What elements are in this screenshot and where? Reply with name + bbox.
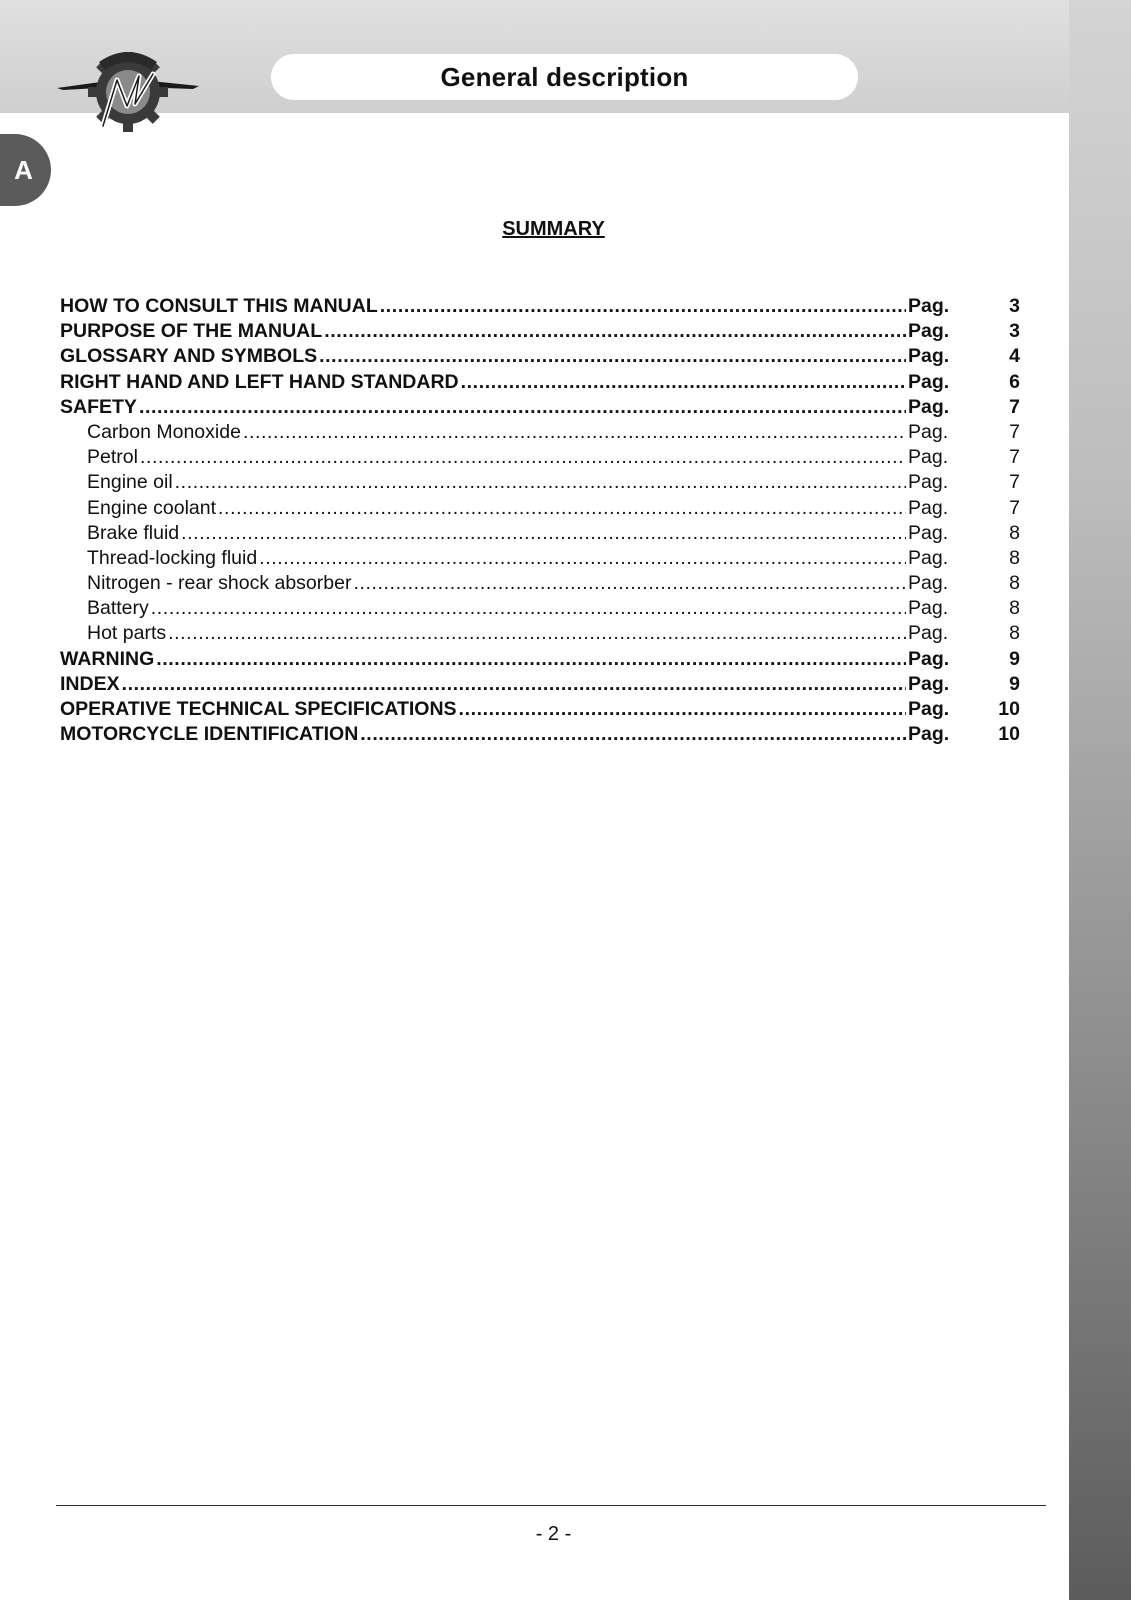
toc-page-number: 7 <box>1009 496 1020 519</box>
toc-row <box>60 497 1020 522</box>
toc-entry-title: MOTORCYCLE IDENTIFICATION <box>60 723 359 746</box>
toc-entry-title: Thread-locking fluid <box>87 546 258 569</box>
toc-entry-title: GLOSSARY AND SYMBOLS <box>60 345 318 368</box>
toc-page-number: 8 <box>1009 622 1020 645</box>
toc-page-number: 7 <box>1009 471 1020 494</box>
toc-page-number: 4 <box>1009 345 1020 368</box>
toc-row <box>60 698 1020 723</box>
toc-dot-leader <box>259 547 906 570</box>
toc-row <box>60 421 1020 446</box>
toc-dot-leader <box>459 698 906 721</box>
mv-agusta-logo-icon <box>55 40 201 138</box>
toc-row <box>60 522 1020 547</box>
toc-page-number: 8 <box>1009 572 1020 595</box>
toc-page-number: 7 <box>1009 420 1020 443</box>
toc-entry-title: INDEX <box>60 672 120 695</box>
toc-row <box>60 371 1020 396</box>
toc-row <box>60 547 1020 572</box>
toc-entry-title: Petrol <box>87 446 138 469</box>
toc-page-number: 10 <box>998 698 1020 720</box>
table-of-contents <box>60 295 1020 748</box>
toc-dot-leader <box>139 396 906 419</box>
toc-row <box>60 345 1020 370</box>
toc-row <box>60 648 1020 673</box>
toc-page-prefix: Pag. <box>908 370 950 393</box>
toc-page-prefix: Pag. <box>908 345 950 368</box>
toc-page-number: 6 <box>1009 370 1020 393</box>
toc-page-number: 3 <box>1009 295 1020 317</box>
toc-dot-leader <box>319 345 906 368</box>
toc-row <box>60 622 1020 647</box>
toc-page-number: 8 <box>1009 521 1020 544</box>
toc-dot-leader <box>218 497 906 520</box>
toc-page-prefix: Pag. <box>908 597 949 620</box>
toc-page-number: 3 <box>1009 320 1020 343</box>
header-title-pill <box>271 54 858 100</box>
toc-entry-title: Hot parts <box>87 622 167 645</box>
toc-page-number: 7 <box>1009 395 1020 418</box>
toc-page-number: 8 <box>1009 597 1020 620</box>
toc-dot-leader <box>151 597 906 620</box>
toc-page-prefix: Pag. <box>908 698 950 720</box>
toc-entry-title: OPERATIVE TECHNICAL SPECIFICATIONS <box>60 698 457 720</box>
toc-entry-title: Brake fluid <box>87 521 180 544</box>
toc-dot-leader <box>122 673 906 696</box>
toc-page-prefix: Pag. <box>908 647 950 670</box>
toc-entry-title: RIGHT HAND AND LEFT HAND STANDARD <box>60 370 459 393</box>
page-number: - 2 - <box>535 1523 572 1545</box>
toc-entry-title: Nitrogen - rear shock absorber <box>87 572 352 595</box>
toc-dot-leader <box>156 648 906 671</box>
section-tab <box>0 134 51 206</box>
toc-page-number: 9 <box>1009 672 1020 695</box>
toc-page-prefix: Pag. <box>908 496 949 519</box>
toc-page-prefix: Pag. <box>908 521 949 544</box>
section-tab-label: A <box>14 154 33 185</box>
toc-page-prefix: Pag. <box>908 295 950 317</box>
toc-row <box>60 572 1020 597</box>
toc-page-number: 8 <box>1009 546 1020 569</box>
toc-dot-leader <box>243 421 906 444</box>
toc-page-prefix: Pag. <box>908 672 950 695</box>
toc-entry-title: WARNING <box>60 647 155 670</box>
toc-page-prefix: Pag. <box>908 420 949 443</box>
toc-page-prefix: Pag. <box>908 320 950 343</box>
toc-page-prefix: Pag. <box>908 546 949 569</box>
toc-entry-title: Engine oil <box>87 471 173 494</box>
footer-rule <box>56 1505 1046 1506</box>
toc-page-prefix: Pag. <box>908 446 949 469</box>
toc-dot-leader <box>175 471 906 494</box>
toc-dot-leader <box>181 522 906 545</box>
toc-page-prefix: Pag. <box>908 622 949 645</box>
toc-row <box>60 471 1020 496</box>
toc-row <box>60 320 1020 345</box>
toc-dot-leader <box>461 371 906 394</box>
page-title: General description <box>440 61 689 92</box>
summary-heading: SUMMARY <box>502 218 605 240</box>
toc-dot-leader <box>380 295 906 318</box>
toc-entry-title: HOW TO CONSULT THIS MANUAL <box>60 295 378 317</box>
toc-page-number: 7 <box>1009 446 1020 469</box>
toc-dot-leader <box>353 572 906 595</box>
toc-page-prefix: Pag. <box>908 471 949 494</box>
toc-row <box>60 446 1020 471</box>
toc-row <box>60 597 1020 622</box>
toc-entry-title: Carbon Monoxide <box>87 420 241 443</box>
toc-row <box>60 295 1020 320</box>
toc-page-number: 10 <box>998 723 1020 746</box>
toc-dot-leader <box>140 446 906 469</box>
toc-entry-title: Battery <box>87 597 149 620</box>
toc-dot-leader <box>360 723 906 746</box>
toc-row <box>60 723 1020 748</box>
toc-page-prefix: Pag. <box>908 395 950 418</box>
toc-page-prefix: Pag. <box>908 723 950 746</box>
toc-page-prefix: Pag. <box>908 572 949 595</box>
toc-page-number: 9 <box>1009 647 1020 670</box>
toc-dot-leader <box>324 320 906 343</box>
toc-entry-title: Engine coolant <box>87 496 217 519</box>
toc-row <box>60 673 1020 698</box>
toc-entry-title: SAFETY <box>60 395 137 418</box>
toc-dot-leader <box>168 622 906 645</box>
toc-row <box>60 396 1020 421</box>
toc-entry-title: PURPOSE OF THE MANUAL <box>60 320 323 343</box>
